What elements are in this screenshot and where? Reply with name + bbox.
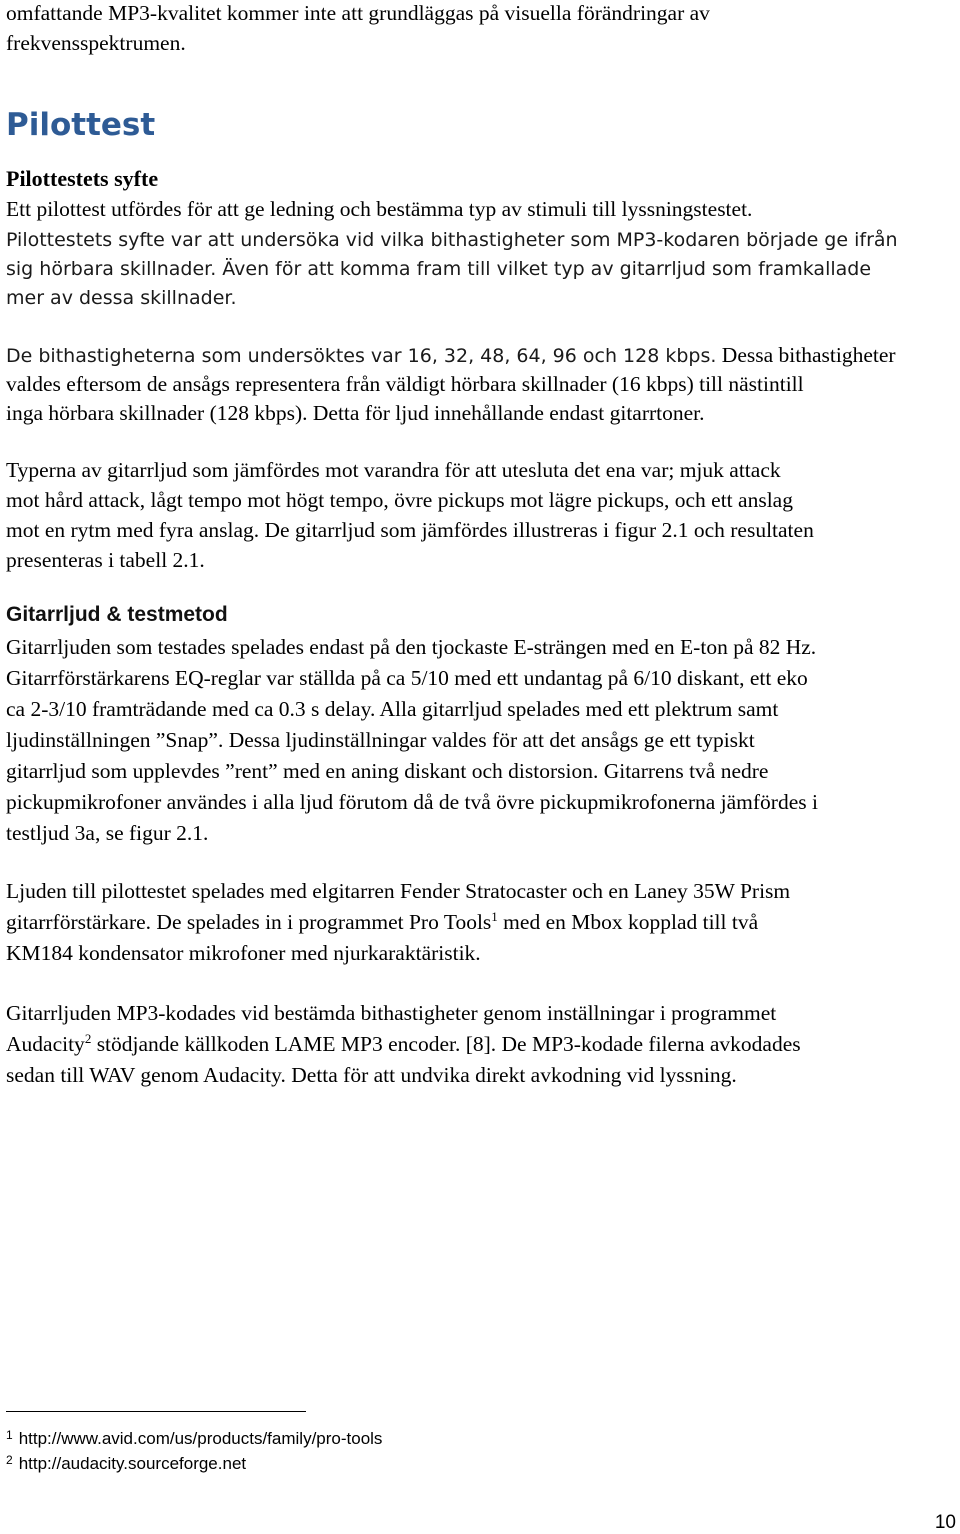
paragraph-line: presenteras i tabell 2.1. [6,548,205,572]
paragraph-line: Gitarrförstärkarens EQ-reglar var ställda på ca 5/10 med ett undantag på 6/10 diskant, ett eko [6,666,808,690]
footnote-number: 1 [6,1428,13,1442]
paragraph-line: mot hård attack, lågt tempo mot högt tempo, övre pickups mot lägre pickups, och ett anslag [6,488,793,512]
paragraph-line: mot en rytm med fyra anslag. De gitarrljud som jämfördes illustreras i figur 2.1 och resultaten [6,518,814,542]
paragraph-line [6,907,958,938]
paragraph-line: mer av dessa skillnader. [6,287,237,309]
footnote-divider [6,1411,306,1412]
footnote-link[interactable]: http://www.avid.com/us/products/family/pro-tools [18,1429,383,1448]
paragraph-line: Ett pilottest utfördes för att ge ledning och bestämma typ av stimuli till lyssningstestet. [6,197,753,221]
paragraph-line: pickupmikrofoner användes i alla ljud förutom då de två övre pickupmikrofonerna jämfördes i [6,790,818,814]
text-span: gitarrförstärkare. De spelades in i programmet Pro Tools [6,910,492,934]
paragraph-line: sedan till WAV genom Audacity. Detta för att undvika direkt avkodning vid lyssning. [6,1063,737,1087]
paragraph-line: KM184 kondensator mikrofoner med njurkaraktäristik. [6,941,481,965]
text-span: med en Mbox kopplad till två [497,910,759,934]
text-span: stödjande källkoden LAME MP3 encoder. [8]. De MP3-kodade filerna avkodades [91,1032,801,1056]
paragraph-line: inga hörbara skillnader (128 kbps). Detta för ljud innehållande endast gitarrtoner. [6,401,705,425]
subheading-pilottestets-syfte: Pilottestets syfte [6,166,159,191]
paragraph-line: Gitarrljuden MP3-kodades vid bestämda bithastigheter genom inställningar i programmet [6,1001,777,1025]
paragraph-line: testljud 3a, se figur 2.1. [6,821,209,845]
intro-line-2: frekvensspektrumen. [6,31,186,55]
footnote-number: 2 [6,1453,13,1467]
paragraph-line [6,1029,958,1060]
paragraph-line [6,340,958,372]
paragraph-line: sig hörbara skillnader. Även för att komma fram till vilket typ av gitarrljud som framkallade [6,258,872,280]
section-heading-pilottest: Pilottest [6,107,156,143]
paragraph-line: ljudinställningen ”Snap”. Dessa ljudinställningar valdes för att det ansågs ge ett typiskt [6,728,755,752]
paragraph-line: gitarrljud som upplevdes ”rent” med en aning diskant och distorsion. Gitarrens två nedre [6,759,769,783]
paragraph-line: Gitarrljuden som testades spelades endast på den tjockaste E-strängen med en E-ton på 82 Hz. [6,635,817,659]
bitrate-sentence-continued: Dessa bithastigheter [721,343,896,367]
page-number: 10 [934,1512,956,1533]
subheading-gitarrljud-testmetod: Gitarrljud & testmetod [6,603,228,626]
text-span: Audacity [6,1032,85,1056]
paragraph-line: Typerna av gitarrljud som jämfördes mot varandra för att utesluta det ena var; mjuk attack [6,458,781,482]
bitrate-sentence: De bithastigheterna som undersöktes var 16, 32, 48, 64, 96 och 128 kbps. [6,345,717,367]
paragraph-line: valdes eftersom de ansågs representera från väldigt hörbara skillnader (16 kbps) till nästintill [6,372,804,396]
paragraph-line: Ljuden till pilottestet spelades med elgitarren Fender Stratocaster och en Laney 35W Prism [6,879,791,903]
intro-line-1: omfattande MP3-kvalitet kommer inte att grundläggas på visuella förändringar av [6,1,710,25]
footnote-1 [6,1423,382,1451]
paragraph-line: ca 2-3/10 framträdande med ca 0.3 s delay. Alla gitarrljud spelades med ett plektrum samt [6,697,779,721]
paragraph-line: Pilottestets syfte var att undersöka vid vilka bithastigheter som MP3-kodaren började ge ifrån [6,229,898,251]
footnote-link[interactable]: http://audacity.sourceforge.net [18,1454,247,1473]
footnote-ref-2[interactable]: 2 [84,1031,92,1046]
footnote-ref-1[interactable]: 1 [491,909,498,924]
footnote-2 [6,1448,246,1476]
